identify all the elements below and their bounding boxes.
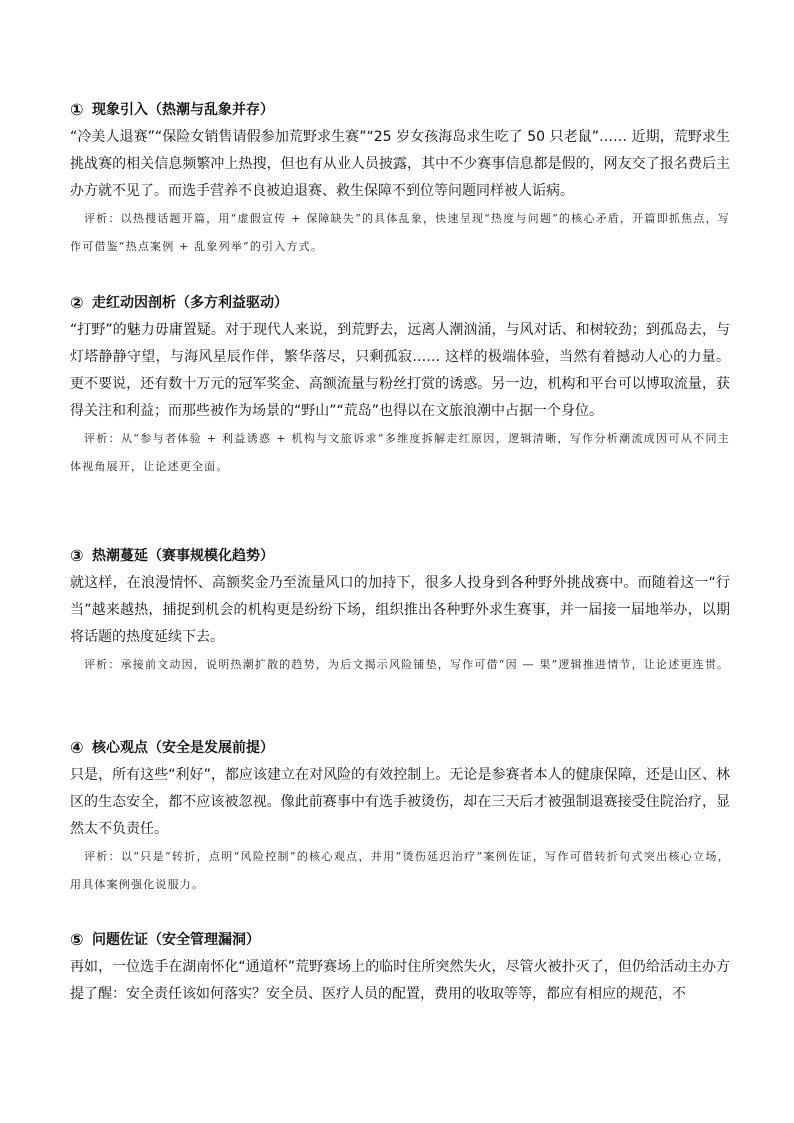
circled-number-3: ③ bbox=[70, 546, 84, 565]
section-heading bbox=[70, 100, 730, 120]
section-heading bbox=[70, 930, 730, 950]
circled-number-4: ④ bbox=[70, 738, 84, 757]
section-heading bbox=[70, 738, 730, 758]
section-comment: 评析：以热搜话题开篇，用“虚假宣传 + 保障缺失”的具体乱象，快速呈现“热度与问题”的核心矛盾，开篇即抓焦点，写作可借鉴“热点案例 + 乱象列举”的引入方式。 bbox=[70, 212, 730, 253]
section-title-text: 热潮蔓延（赛事规模化趋势） bbox=[92, 548, 274, 564]
section-title-text: 现象引入（热潮与乱象并存） bbox=[92, 102, 274, 118]
section-heading bbox=[70, 293, 730, 313]
section-comment: 评析：以“只是”转折，点明“风险控制”的核心观点，并用“烫伤延迟治疗”案例佐证，写作可借转折句式突出核心立场，用具体案例强化说服力。 bbox=[70, 850, 730, 891]
section-body: “冷美人退赛”“保险女销售请假参加荒野求生赛”“25 岁女孩海岛求生吃了 50 只老鼠”…… 近期，荒野求生挑战赛的相关信息频繁冲上热搜，但也有从业人员披露，其中不少赛事信息都是假的，网友交了报名费后主办方就不见了。而选手营养不良被迫退赛、救生保障不到位等问题同样被人诟病。 bbox=[70, 129, 730, 199]
section-comment: 评析：承接前文动因，说明热潮扩散的趋势，为后文揭示风险铺垫，写作可借“因 — 果”逻辑推进情节，让论述更连贯。 bbox=[84, 658, 730, 671]
section-title-text: 走红动因剖析（多方利益驱动） bbox=[92, 295, 288, 311]
section-title-text: 核心观点（安全是发展前提） bbox=[92, 740, 274, 756]
section-4 bbox=[70, 738, 730, 899]
circled-number-5: ⑤ bbox=[70, 930, 84, 949]
circled-number-1: ① bbox=[70, 100, 84, 119]
circled-number-2: ② bbox=[70, 293, 84, 312]
section-title-text: 问题佐证（安全管理漏洞） bbox=[92, 932, 260, 948]
section-body: 只是，所有这些“利好”，都应该建立在对风险的有效控制上。无论是参赛者本人的健康保障，还是山区、林区的生态安全，都不应该被忽视。像此前赛事中有选手被烫伤，却在三天后才被强制退赛接受住院治疗，显然太不负责任。 bbox=[70, 767, 730, 837]
section-heading bbox=[70, 546, 730, 566]
section-1 bbox=[70, 100, 730, 261]
section-5 bbox=[70, 930, 730, 1008]
section-body: “打野”的魅力毋庸置疑。对于现代人来说，到荒野去，远离人潮汹涌，与风对话、和树较劲；到孤岛去，与灯塔静静守望，与海风星辰作伴，繁华落尽，只剩孤寂…… 这样的极端体验，当然有着撼动人心的力量。更不要说，还有数十万元的冠军奖金、高额流量与粉丝打赏的诱惑。另一边，机构和平台可以博取流量，获得关注和利益；而那些被作为场景的“野山”“荒岛”也得以在文旅浪潮中占据一个身位。 bbox=[70, 322, 730, 419]
section-2 bbox=[70, 293, 730, 481]
section-body: 就这样，在浪漫情怀、高额奖金乃至流量风口的加持下，很多人投身到各种野外挑战赛中。而随着这一“行当”越来越热，捕捉到机会的机构更是纷纷下场，组织推出各种野外求生赛事，并一届接一届地举办，以期将话题的热度延续下去。 bbox=[70, 575, 730, 645]
section-3 bbox=[70, 546, 730, 679]
section-body: 再如，一位选手在湖南怀化“通道杯”荒野赛场上的临时住所突然失火，尽管火被扑灭了，但仍给活动主办方提了醒：安全责任该如何落实？安全员、医疗人员的配置，费用的收取等等，都应有相应的规范，不 bbox=[70, 959, 730, 1002]
section-comment: 评析：从“参与者体验 + 利益诱惑 + 机构与文旅诉求”多维度拆解走红原因，逻辑清晰，写作分析潮流成因可从不同主体视角展开，让论述更全面。 bbox=[70, 432, 730, 473]
